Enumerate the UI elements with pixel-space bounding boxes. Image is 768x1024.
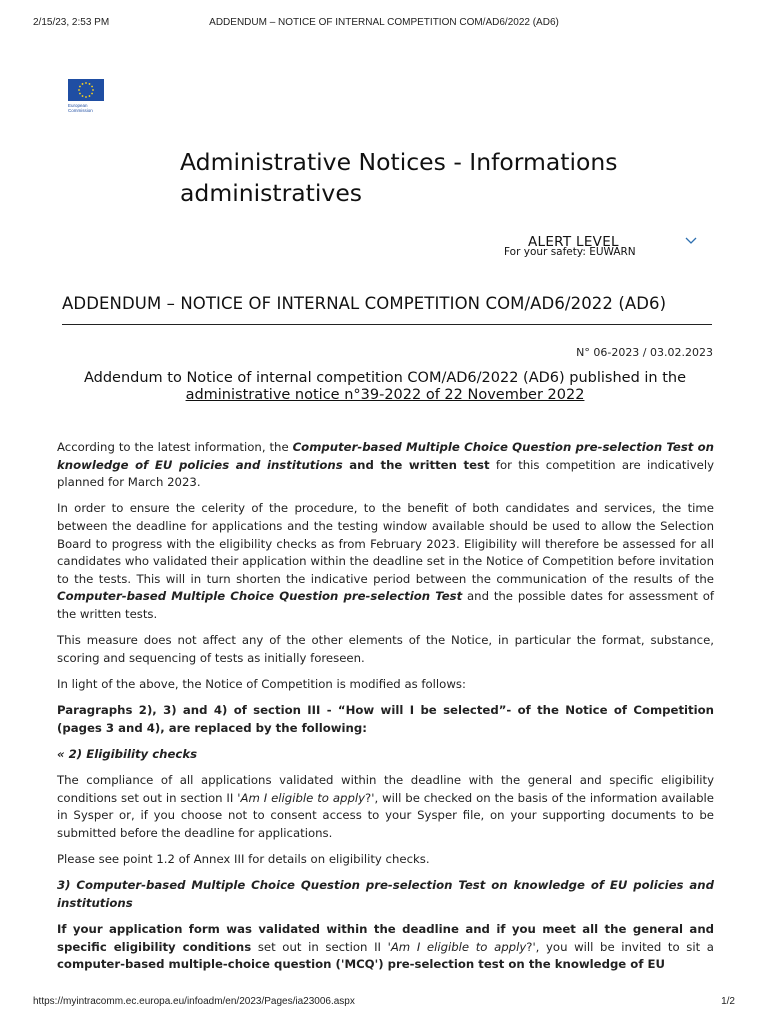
logo-text-line1: European <box>68 103 88 108</box>
p2-text-end: and the possible dates for assessment of the written tests. <box>57 589 714 621</box>
eu-flag-star <box>82 83 84 85</box>
p1-bold: and the written test <box>342 457 490 472</box>
p1-text-end: for this competition are indicatively planned for March 2023. <box>57 457 714 490</box>
print-datetime: 2/15/23, 2:53 PM <box>33 17 110 28</box>
eu-flag-star <box>82 95 84 97</box>
paragraph-3: This measure does not affect any of the other elements of the Notice, in particular the format, substance, scoring and sequencing of tests as initially foreseen. <box>57 633 714 665</box>
p7-text: The compliance of all applications validated within the deadline with the general and specific eligibility conditions set out in section II ' <box>57 773 714 805</box>
eu-flag-star <box>85 96 87 98</box>
alert-level-label: ALERT LEVEL <box>528 234 619 250</box>
eu-flag-star <box>92 89 94 91</box>
chevron-down-icon[interactable] <box>684 235 698 247</box>
article-title: ADDENDUM – NOTICE OF INTERNAL COMPETITION COM/AD6/2022 (AD6) <box>62 294 667 313</box>
p2-text: In order to ensure the celerity of the procedure, to the benefit of both candidates and services, the time between the deadline for applications and the testing window available should be used to allow the Selection Board to progress with the eligibility checks as from February 2023. Eligibility will therefore be assessed for all candidates who validated their application within the deadline set in the Notice of Competition before invitation to the tests. This will in turn shorten the indicative period between the communication of the results of the <box>57 501 714 586</box>
paragraph-1 <box>57 439 714 492</box>
eu-flag-star <box>91 86 93 88</box>
section-heading-mcq: 3) Computer-based Multiple Choice Question pre-selection Test on knowledge of EU policies and institutions <box>57 878 714 910</box>
eu-flag-star <box>91 93 93 95</box>
logo-text-line2: Commission <box>68 108 93 113</box>
alert-level-subtext: For your safety: EUWARN <box>504 246 636 258</box>
print-footer <box>33 996 735 1010</box>
eu-flag-star <box>89 83 91 85</box>
administrative-notice-link[interactable]: administrative notice n°39-2022 of 22 November 2022 <box>185 387 585 403</box>
print-url: https://myintracomm.ec.europa.eu/infoadm/en/2023/Pages/ia23006.aspx <box>33 996 355 1007</box>
notice-number: N° 06-2023 / 03.02.2023 <box>576 346 713 359</box>
eu-flag-star <box>89 95 91 97</box>
print-page-number: 1/2 <box>721 996 735 1007</box>
p10-text: set out in section II ' <box>251 939 391 954</box>
alert-level-panel[interactable] <box>500 234 710 264</box>
logo-text <box>68 103 104 113</box>
european-commission-logo[interactable] <box>68 79 106 113</box>
paragraph-4: In light of the above, the Notice of Competition is modified as follows: <box>57 676 466 691</box>
p7-text-end: ?', will be checked on the basis of the information available in Sysper or, if you choose not to consent access to your Sysper file, on your supporting documents to be submitted before the deadline for applications. <box>57 790 714 840</box>
eu-flag-star <box>78 89 80 91</box>
paragraph-5: Paragraphs 2), 3) and 4) of section III - “How will I be selected”- of the Notice of Competition (pages 3 and 4), are replaced by the following: <box>57 703 714 735</box>
eu-flag-star <box>79 86 81 88</box>
p2-bold-italic: Computer-based Multiple Choice Question pre-selection Test <box>57 589 463 604</box>
p10-italic: Am I eligible to apply <box>390 939 527 954</box>
print-header <box>33 17 735 31</box>
section-heading-eligibility: « 2) Eligibility checks <box>57 746 198 761</box>
p1-text: According to the latest information, the <box>57 440 293 454</box>
paragraph-2 <box>57 500 714 623</box>
p7-italic: Am I eligible to apply <box>240 790 366 805</box>
title-divider <box>62 324 712 325</box>
p10-text-mid: ?', you will be invited to sit a <box>526 939 714 954</box>
subtitle-line1: Addendum to Notice of internal competition COM/AD6/2022 (AD6) published in the <box>83 370 687 386</box>
p1-bold-italic: Computer-based Multiple Choice Question pre-selection Test on knowledge of EU policies and institutions <box>57 440 714 472</box>
paragraph-7 <box>57 772 714 842</box>
paragraph-8: Please see point 1.2 of Annex III for details on eligibility checks. <box>57 852 430 867</box>
eu-flag-star <box>79 93 81 95</box>
page-title: Administrative Notices - Informations administratives <box>180 148 618 207</box>
print-page-title: ADDENDUM – NOTICE OF INTERNAL COMPETITION COM/AD6/2022 (AD6) <box>209 17 559 28</box>
article-body <box>57 439 714 982</box>
article-subtitle <box>56 370 714 404</box>
p10-bold: If your application form was validated within the deadline and if you meet all the general and specific eligibility conditions <box>57 922 714 954</box>
paragraph-10 <box>57 921 714 974</box>
p10-bold-end: computer-based multiple-choice question ('MCQ') pre-selection test on the knowledge of EU <box>57 957 665 972</box>
eu-flag-icon <box>68 79 104 101</box>
eu-flag-star <box>85 82 87 84</box>
